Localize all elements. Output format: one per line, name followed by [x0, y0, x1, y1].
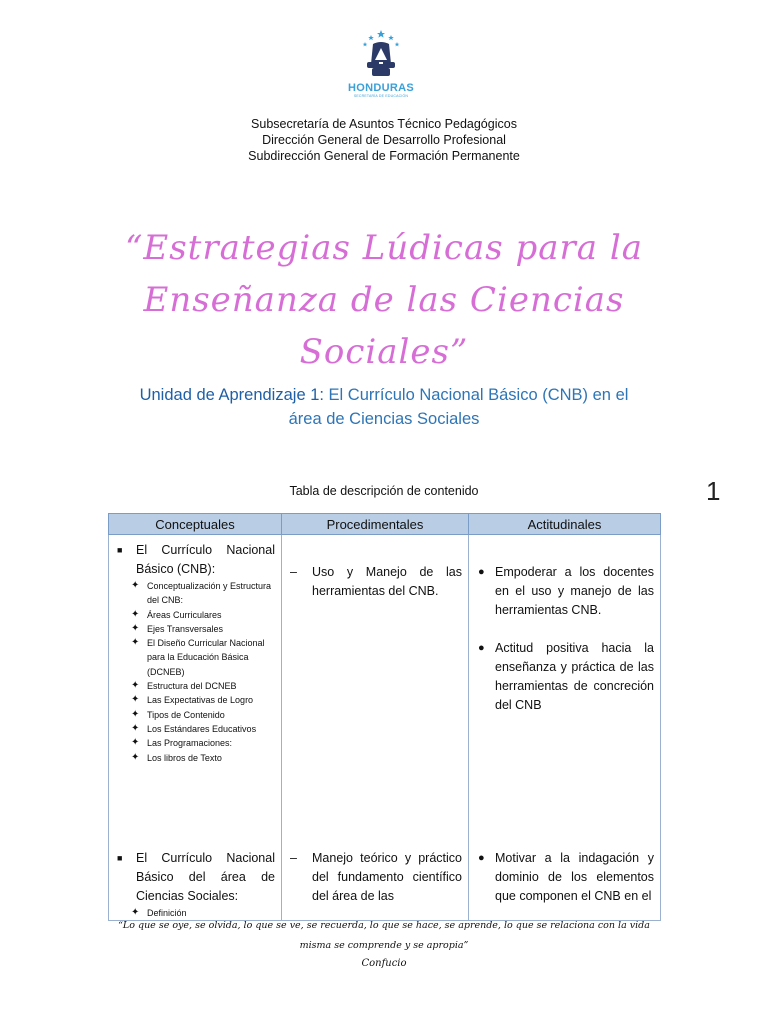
org-line-1: Subsecretaría de Asuntos Técnico Pedagógicos: [251, 117, 517, 131]
conceptual-sub-list: [109, 579, 281, 765]
unit-text-2: área de Ciencias Sociales: [288, 410, 480, 428]
honduras-logo: [345, 28, 417, 106]
attitudinal-item: ● Motivar a la indagación y dominio de los elementos que componen el CNB en el: [478, 850, 654, 903]
diamond-bullet-icon: ✦: [131, 751, 140, 763]
diamond-bullet-icon: ✦: [131, 637, 140, 649]
org-line-2: Dirección General de Desarrollo Profesional: [262, 133, 506, 147]
page-number: 1: [706, 476, 721, 506]
header-actitudinales: Actitudinales: [469, 514, 661, 535]
dot-bullet-icon: ●: [478, 566, 485, 578]
diamond-bullet-icon: ✦: [131, 722, 140, 734]
attitudinal-item: ● Empoderar a los docentes en el uso y manejo de las herramientas CNB.: [478, 565, 654, 617]
title-line-2: Enseñanza de las Ciencias Sociales”: [143, 280, 625, 372]
procedural-item: – Uso y Manejo de las herramientas del CNB.: [290, 565, 462, 598]
diamond-bullet-icon: ✦: [131, 737, 140, 749]
header-procedimentales: Procedimentales: [282, 514, 469, 535]
coat-of-arms-icon: [359, 28, 403, 82]
square-bullet-icon: ■: [117, 545, 123, 555]
conceptual-cell: [109, 847, 282, 921]
procedural-cell: [282, 535, 469, 847]
logo-text: HONDURAS: [348, 82, 414, 94]
logo-subtext: SECRETARÍA DE EDUCACIÓN: [353, 94, 409, 98]
table-caption: Tabla de descripción de contenido: [289, 484, 479, 498]
footer-quote: “Lo que se oye, se olvida, lo que se ve, se recuerda, lo que se hace, se aprende, lo que se relaciona con la vida misma se comprende y se apropia”: [118, 920, 650, 951]
conceptual-main-item: ■ El Currículo Nacional Básico del área de Ciencias Sociales:: [117, 850, 275, 903]
procedural-cell: [282, 847, 469, 921]
title-line-1: “Estrategias Lúdicas para la: [125, 228, 643, 268]
document-title: [60, 222, 708, 378]
dash-bullet-icon: –: [290, 565, 297, 579]
table-row: [109, 535, 661, 847]
conceptual-main-item: ■ El Currículo Nacional Básico (CNB):: [117, 543, 275, 576]
header-conceptuales: Conceptuales: [109, 514, 282, 535]
diamond-bullet-icon: ✦: [131, 680, 140, 692]
list-item: ✦ Las Programaciones:: [131, 736, 277, 750]
org-line-3: Subdirección General de Formación Permanente: [248, 149, 520, 163]
list-item: ✦ Tipos de Contenido: [131, 708, 277, 722]
diamond-bullet-icon: ✦: [131, 906, 140, 918]
attitudinal-cell: [469, 535, 661, 847]
list-item: ✦ Ejes Transversales: [131, 622, 277, 636]
dash-bullet-icon: –: [290, 850, 297, 865]
table-header-row: [109, 514, 661, 535]
procedural-item: – Manejo teórico y práctico del fundamento científico del área de las: [290, 850, 462, 903]
table-row: [109, 847, 661, 921]
list-item: ✦ El Diseño Curricular Nacional para la Educación Básica (DCNEB): [131, 637, 265, 677]
diamond-bullet-icon: ✦: [131, 708, 140, 720]
list-item: ✦ Definición: [131, 906, 277, 920]
square-bullet-icon: ■: [117, 852, 123, 863]
dot-bullet-icon: ●: [478, 851, 485, 864]
diamond-bullet-icon: ✦: [131, 608, 140, 620]
attitudinal-cell: [469, 847, 661, 921]
organization-lines: [0, 116, 768, 164]
diamond-bullet-icon: ✦: [131, 580, 140, 591]
list-item: ✦ Estructura del DCNEB: [131, 679, 277, 693]
dot-bullet-icon: ●: [478, 642, 485, 654]
unit-heading: [60, 383, 708, 431]
conceptual-cell: [109, 535, 282, 847]
diamond-bullet-icon: ✦: [131, 694, 140, 706]
list-item: ✦ Las Expectativas de Logro: [131, 693, 277, 707]
list-item: ✦ Los libros de Texto: [131, 751, 277, 765]
diamond-bullet-icon: ✦: [131, 622, 140, 634]
quote-author: Confucio: [361, 958, 407, 969]
list-item: ✦ Conceptualización y Estructura del CNB:: [131, 580, 272, 606]
unit-label: Unidad de Aprendizaje 1:: [139, 386, 324, 404]
content-table: [108, 513, 661, 921]
list-item: ✦ Los Estándares Educativos: [131, 722, 277, 736]
attitudinal-item: ● Actitud positiva hacia la enseñanza y práctica de las herramientas de concreción del CNB: [478, 641, 654, 712]
list-item: ✦ Áreas Curriculares: [131, 608, 277, 622]
unit-text-1: El Currículo Nacional Básico (CNB) en el: [323, 386, 629, 404]
